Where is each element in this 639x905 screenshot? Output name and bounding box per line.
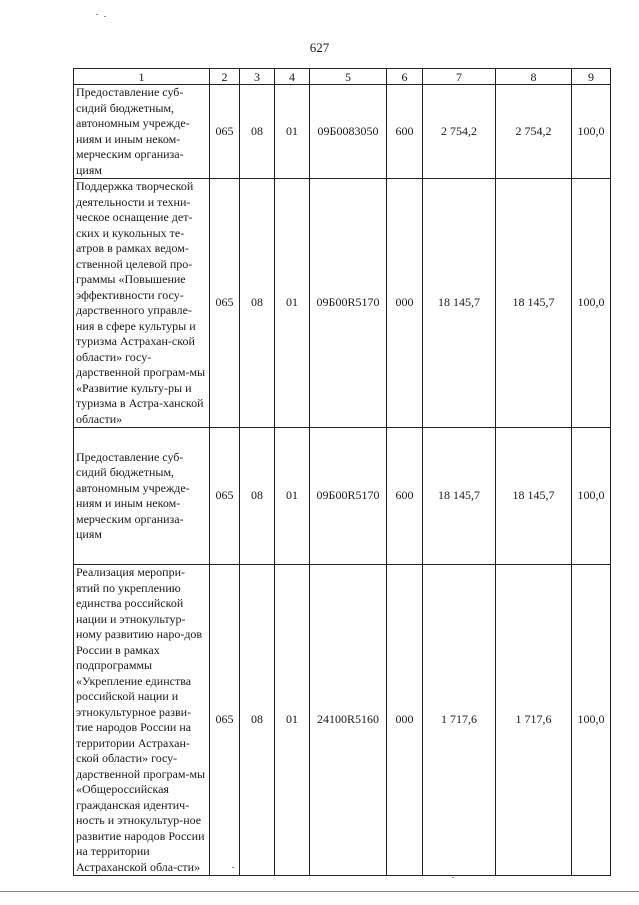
cell-code: 065 [210, 565, 240, 876]
cell-percent: 100,0 [572, 565, 611, 876]
col-header-7: 7 [423, 69, 496, 85]
cell-target-article: 09Б00R5170 [310, 179, 387, 428]
cell-percent: 100,0 [572, 179, 611, 428]
table-header-row [74, 69, 611, 85]
cell-percent: 100,0 [572, 428, 611, 565]
cell-expense-type: 000 [387, 179, 423, 428]
cell-section: 08 [240, 565, 275, 876]
cell-subsection: 01 [275, 428, 310, 565]
cell-executed: 1 717,6 [496, 565, 572, 876]
table-row [74, 179, 611, 428]
col-header-5: 5 [310, 69, 387, 85]
cell-planned: 18 145,7 [423, 428, 496, 565]
table-row [74, 85, 611, 179]
cell-expense-type: 600 [387, 428, 423, 565]
budget-table [73, 68, 611, 876]
row-description: Предоставление суб-сидий бюджетным, автономным учрежде-ниям и иным неком-мерческим организа-циям [74, 85, 210, 179]
table-row [74, 565, 611, 876]
cell-executed: 18 145,7 [496, 428, 572, 565]
scan-speck [232, 867, 234, 868]
cell-planned: 1 717,6 [423, 565, 496, 876]
row-description: Поддержка творческой деятельности и техни-ческое оснащение дет-ских и кукольных те-атров в рамках ведом-ственной целевой про-граммы «Повышение эффективности госу-дарственного управле-ния в сфере культуры и туризма Астрахан-ской области» госу-дарственной програм-мы «Развитие культу-ры и туризма в Астра-ханской области» [74, 179, 210, 428]
col-header-1: 1 [74, 69, 210, 85]
cell-section: 08 [240, 428, 275, 565]
row-description: Реализация меропри-ятий по укреплению единства российской нации и этнокультур-ному развитию наро-дов России в рамках подпрограммы «Укрепление единства российской нации и этнокультурное разви-тие народов России на территории Астрахан-ской области» госу-дарственной програм-мы «Общероссийская гражданская идентич-ность и этнокультур-ное развитие народов России на территории Астраханской обла-сти» [74, 565, 210, 876]
cell-subsection: 01 [275, 179, 310, 428]
cell-planned: 18 145,7 [423, 179, 496, 428]
scan-bottom-edge [0, 891, 639, 892]
cell-expense-type: 000 [387, 565, 423, 876]
col-header-8: 8 [496, 69, 572, 85]
row-description: Предоставление суб-сидий бюджетным, автономным учрежде-ниям и иным неком-мерческим организа-циям [74, 428, 210, 565]
cell-code: 065 [210, 179, 240, 428]
cell-section: 08 [240, 179, 275, 428]
cell-target-article: 09Б0083050 [310, 85, 387, 179]
col-header-9: 9 [572, 69, 611, 85]
cell-subsection: 01 [275, 565, 310, 876]
scan-speck [104, 16, 106, 17]
cell-executed: 18 145,7 [496, 179, 572, 428]
cell-section: 08 [240, 85, 275, 179]
cell-target-article: 09Б00R5170 [310, 428, 387, 565]
cell-expense-type: 600 [387, 85, 423, 179]
col-header-2: 2 [210, 69, 240, 85]
cell-code: 065 [210, 85, 240, 179]
page-number: 627 [309, 40, 330, 55]
col-header-3: 3 [240, 69, 275, 85]
table-row [74, 428, 611, 565]
col-header-6: 6 [387, 69, 423, 85]
scan-speck [452, 877, 454, 878]
scan-speck [96, 14, 98, 15]
cell-code: 065 [210, 428, 240, 565]
cell-subsection: 01 [275, 85, 310, 179]
cell-percent: 100,0 [572, 85, 611, 179]
cell-planned: 2 754,2 [423, 85, 496, 179]
cell-target-article: 24100R5160 [310, 565, 387, 876]
col-header-4: 4 [275, 69, 310, 85]
cell-executed: 2 754,2 [496, 85, 572, 179]
